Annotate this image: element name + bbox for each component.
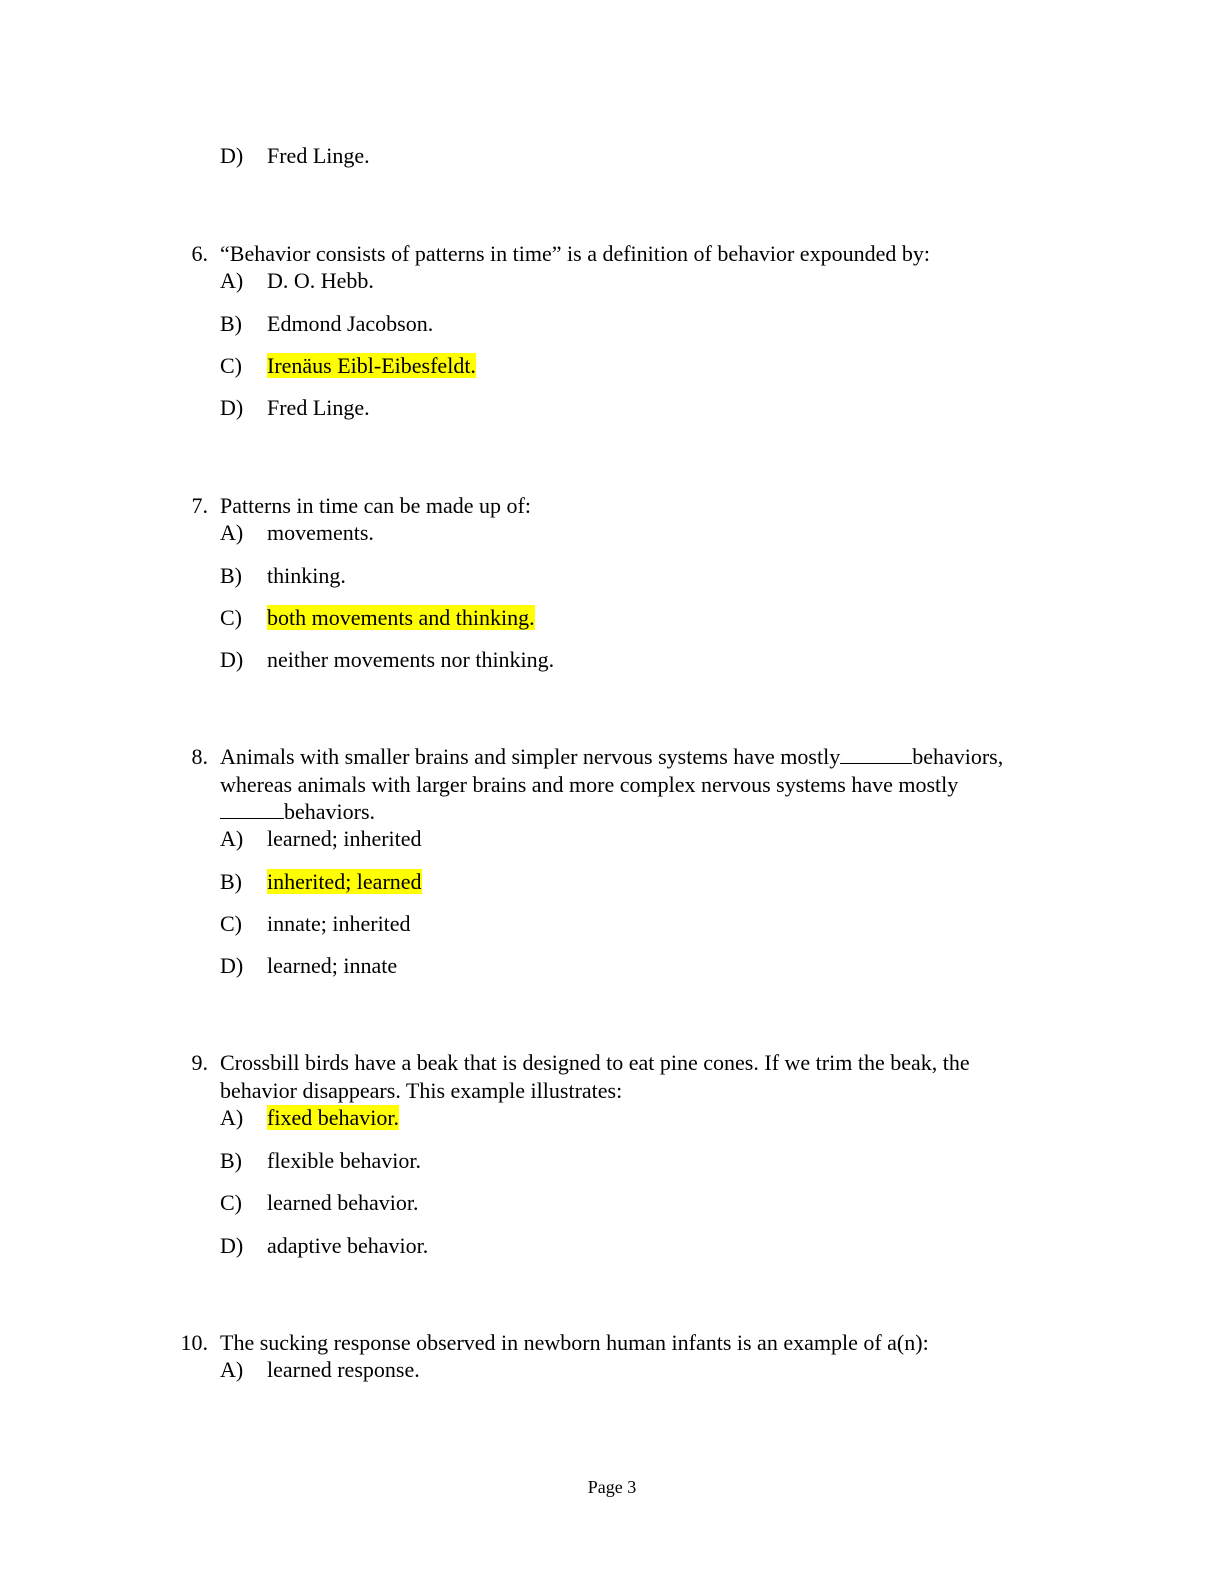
option-letter: A) bbox=[220, 826, 244, 851]
answer-blank bbox=[220, 800, 284, 819]
question-text: behaviors. bbox=[220, 799, 375, 825]
option-text: thinking. bbox=[267, 563, 346, 588]
option-text: learned behavior. bbox=[267, 1190, 419, 1215]
question-text: Animals with smaller brains and simpler nervous systems have mostly behaviors, bbox=[220, 744, 1004, 769]
question-text: “Behavior consists of patterns in time” is a definition of behavior expounded by: bbox=[220, 241, 930, 266]
option-text: learned; inherited bbox=[267, 826, 422, 851]
option-letter: B) bbox=[220, 869, 242, 894]
option-letter: D) bbox=[220, 1233, 244, 1258]
option-letter: A) bbox=[220, 520, 244, 545]
document-page: D) Fred Linge. 6. “Behavior consists of patterns in time” is a definition of behavior expounded by: A) D. O. Hebb. B) Edmond Jacobson. C) Irenäus Eibl-Eibesfeldt. D) Fred Linge. 7. Patterns in time can be made up of: A) movements. B) thinking. C) both movements and thinking. D) neither movements nor thinking. 8. Animals with smaller brains and simpler nervous systems have mostly behaviors, whereas animals with larger brains and more complex nervous systems have mostly behaviors. A) learned; inherited B) inherited; learned C) innate; inherited D) learned; innate 9. Crossbill birds have a beak that is designed to eat pine cones. If we trim the beak, the behavior disappears. This example illustrates: A) fixed behavior. B) flexible behavior. C) learned behavior. D) adaptive behavior. 10. The sucking response observed in newborn human infants is an example of a(n): A) learned response. Page 3 bbox=[0, 0, 1224, 1584]
option-text: flexible behavior. bbox=[267, 1148, 421, 1173]
answer-blank bbox=[840, 745, 912, 764]
question-text: whereas animals with larger brains and more complex nervous systems have mostly bbox=[220, 772, 959, 797]
option-letter: D) bbox=[220, 143, 244, 168]
option-text: D. O. Hebb. bbox=[267, 268, 374, 293]
option-text: adaptive behavior. bbox=[267, 1233, 429, 1258]
option-text: Fred Linge. bbox=[267, 143, 370, 168]
question-text: Crossbill birds have a beak that is designed to eat pine cones. If we trim the beak, the bbox=[220, 1050, 970, 1075]
option-letter: C) bbox=[220, 605, 242, 630]
page-number: Page 3 bbox=[587, 1477, 637, 1497]
option-letter: A) bbox=[220, 1105, 244, 1130]
option-letter: D) bbox=[220, 647, 244, 672]
option-letter: C) bbox=[220, 911, 242, 936]
option-letter: B) bbox=[220, 1148, 242, 1173]
option-text: learned response. bbox=[267, 1357, 420, 1382]
option-text: innate; inherited bbox=[267, 911, 411, 936]
highlighted-answer: fixed behavior. bbox=[267, 1105, 399, 1130]
option-letter: C) bbox=[220, 1190, 242, 1215]
option-letter: C) bbox=[220, 353, 242, 378]
option-letter: D) bbox=[220, 953, 244, 978]
question-text: Patterns in time can be made up of: bbox=[220, 493, 531, 518]
option-letter: D) bbox=[220, 395, 244, 420]
option-text: learned; innate bbox=[267, 953, 398, 978]
highlighted-answer: Irenäus Eibl-Eibesfeldt. bbox=[267, 353, 476, 378]
option-text: Edmond Jacobson. bbox=[267, 311, 434, 336]
question-text: The sucking response observed in newborn human infants is an example of a(n): bbox=[220, 1330, 929, 1355]
question-text: behavior disappears. This example illustrates: bbox=[220, 1078, 623, 1103]
option-text: neither movements nor thinking. bbox=[267, 647, 555, 672]
highlighted-answer: inherited; learned bbox=[267, 869, 422, 894]
option-letter: B) bbox=[220, 563, 242, 588]
option-letter: B) bbox=[220, 311, 242, 336]
option-letter: A) bbox=[220, 268, 244, 293]
option-text: Fred Linge. bbox=[267, 395, 370, 420]
option-letter: A) bbox=[220, 1357, 244, 1382]
option-text: movements. bbox=[267, 520, 374, 545]
highlighted-answer: both movements and thinking. bbox=[267, 605, 535, 630]
